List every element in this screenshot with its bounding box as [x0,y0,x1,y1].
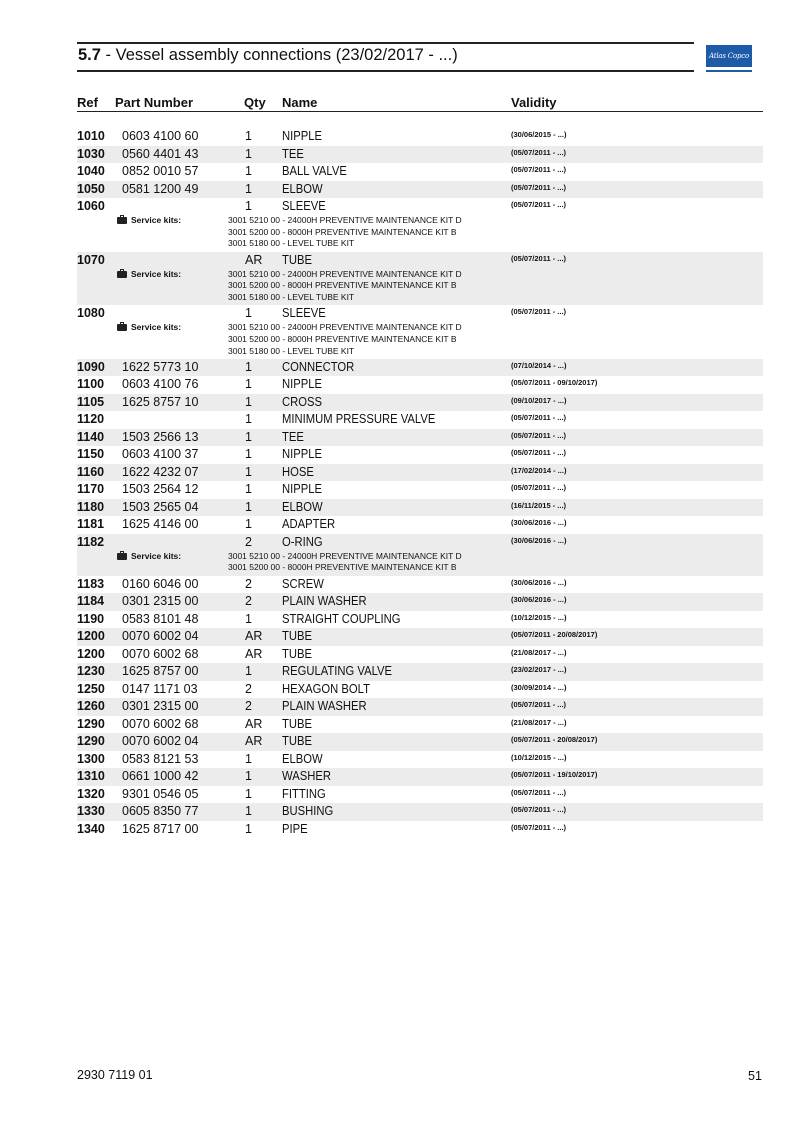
part-number-cell: 0560 4401 43 [122,146,199,161]
table-row [77,411,763,429]
name-cell: PLAIN WASHER [282,594,367,609]
ref-cell: 1250 [77,681,105,696]
ref-cell: 1300 [77,751,105,766]
part-number-cell: 0070 6002 68 [122,646,199,661]
validity-cell: (16/11/2015 - ...) [511,500,567,510]
qty-cell: 1 [245,129,252,143]
part-number-cell: 0605 8350 77 [122,804,199,819]
column-header-validity: Validity [511,95,557,110]
briefcase-icon [117,217,127,224]
name-cell: TUBE [282,252,313,267]
table-row [77,163,763,181]
column-header-ref: Ref [77,95,98,110]
name-cell: REGULATING VALVE [282,664,393,679]
part-number-cell: 0147 1171 03 [122,681,198,696]
part-number-cell: 1503 2564 12 [122,482,199,497]
table-row [77,786,763,804]
part-number-cell: 0160 6046 00 [122,576,199,591]
validity-cell: (05/07/2011 - 20/08/2017) [511,630,598,640]
part-number-cell: 0852 0010 57 [122,164,199,178]
table-row [77,646,763,664]
column-header-qty: Qty [244,95,266,110]
name-cell: NIPPLE [282,447,323,462]
table-row [77,128,763,146]
ref-cell: 1340 [77,821,105,836]
page-title [78,46,458,65]
qty-cell: 1 [245,306,252,321]
service-kit-item: 3001 5200 00 - 8000H PREVENTIVE MAINTENANCE KIT B [228,280,457,291]
validity-cell: (05/07/2011 - ...) [511,182,567,192]
ref-cell: 1080 [77,306,105,321]
ref-cell: 1160 [77,464,105,479]
service-kit-item: 3001 5180 00 - LEVEL TUBE KIT [228,238,355,249]
ref-cell: 1100 [77,377,105,392]
ref-cell: 1170 [77,482,105,497]
name-cell: NIPPLE [282,129,323,143]
ref-cell: 1050 [77,181,105,196]
name-cell: SLEEVE [282,199,326,213]
ref-cell: 1181 [77,517,105,532]
qty-cell: 1 [245,377,252,392]
table-row [77,803,763,821]
name-cell: SCREW [282,576,324,591]
service-kit-item: 3001 5180 00 - LEVEL TUBE KIT [228,291,355,302]
page-number: 51 [748,1069,762,1083]
name-cell: TEE [282,429,304,444]
ref-cell: 1184 [77,594,105,609]
name-cell: TUBE [282,716,313,731]
briefcase-icon [117,324,127,331]
qty-cell: AR [245,734,263,749]
name-cell: O-RING [282,534,323,549]
part-number-cell: 0583 8101 48 [122,611,199,626]
service-kit-item: 3001 5210 00 - 24000H PREVENTIVE MAINTENANCE KIT D [228,215,462,225]
part-number-cell: 0070 6002 04 [122,734,199,749]
part-number-cell: 1503 2566 13 [122,429,199,444]
table-row [77,146,763,164]
name-cell: ADAPTER [282,517,336,532]
part-number-cell: 0603 4100 60 [122,129,199,143]
service-kits-label [117,215,181,225]
validity-cell: (05/07/2011 - ...) [511,413,567,423]
service-kits-text: Service kits: [131,550,182,561]
header-rule-top [77,42,694,44]
table-row [77,698,763,716]
name-cell: PIPE [282,821,308,836]
validity-cell: (30/06/2016 - ...) [511,535,567,545]
service-kits-label [117,269,181,279]
part-number-cell: 1622 5773 10 [122,359,199,374]
validity-cell: (05/07/2011 - ...) [511,787,567,797]
table-row [77,429,763,447]
section-number: 5.7 [78,46,101,64]
column-header-rule [77,111,763,112]
ref-cell: 1183 [77,576,105,591]
name-cell: TUBE [282,629,313,644]
table-row [77,446,763,464]
ref-cell: 1090 [77,359,105,374]
part-number-cell: 0603 4100 37 [122,447,199,462]
part-number-cell: 9301 0546 05 [122,786,199,801]
logo-text: Atlas Copco [709,52,749,60]
table-row [77,181,763,199]
ref-cell: 1230 [77,664,105,679]
table-row [77,576,763,594]
validity-cell: (05/07/2011 - ...) [511,483,567,493]
part-number-cell: 0070 6002 04 [122,629,199,644]
qty-cell: 1 [245,769,252,784]
ref-cell: 1060 [77,199,105,213]
table-row [77,252,763,306]
qty-cell: 2 [245,594,252,609]
name-cell: WASHER [282,769,331,784]
validity-cell: (30/06/2016 - ...) [511,595,567,605]
part-number-cell: 1625 4146 00 [122,517,199,532]
name-cell: TUBE [282,646,313,661]
qty-cell: 1 [245,146,252,161]
validity-cell: (30/06/2016 - ...) [511,518,567,528]
service-kit-item: 3001 5180 00 - LEVEL TUBE KIT [228,345,355,356]
table-row [77,376,763,394]
service-kit-item: 3001 5210 00 - 24000H PREVENTIVE MAINTENANCE KIT D [228,268,462,279]
part-number-cell: 1625 8757 10 [122,394,199,409]
validity-cell: (30/06/2016 - ...) [511,577,567,587]
part-number-cell: 1625 8757 00 [122,664,199,679]
header-rule-bottom [77,70,694,72]
table-row [77,733,763,751]
name-cell: CONNECTOR [282,359,355,374]
part-number-cell: 1503 2565 04 [122,499,199,514]
service-kits-text: Service kits: [131,268,182,279]
validity-cell: (05/07/2011 - ...) [511,200,567,209]
part-number-cell: 0301 2315 00 [122,594,199,609]
validity-cell: (30/06/2015 - ...) [511,130,567,139]
validity-cell: (07/10/2014 - ...) [511,360,567,370]
part-number-cell: 1625 8717 00 [122,821,199,836]
ref-cell: 1200 [77,629,105,644]
validity-cell: (05/07/2011 - 19/10/2017) [511,770,598,780]
service-kit-item: 3001 5200 00 - 8000H PREVENTIVE MAINTENANCE KIT B [228,333,457,344]
name-cell: NIPPLE [282,377,323,392]
qty-cell: AR [245,716,263,731]
table-row [77,593,763,611]
section-title: - Vessel assembly connections (23/02/2017 - ...) [100,46,458,64]
table-row [77,611,763,629]
name-cell: STRAIGHT COUPLING [282,611,401,626]
validity-cell: (05/07/2011 - 09/10/2017) [511,378,598,388]
qty-cell: AR [245,252,263,267]
validity-cell: (05/07/2011 - ...) [511,448,567,458]
qty-cell: 1 [245,821,252,836]
table-row [77,716,763,734]
ref-cell: 1190 [77,611,105,626]
ref-cell: 1030 [77,146,105,161]
qty-cell: 1 [245,664,252,679]
table-row [77,681,763,699]
qty-cell: 1 [245,394,252,409]
qty-cell: 1 [245,164,252,178]
ref-cell: 1200 [77,646,105,661]
part-number-cell: 0070 6002 68 [122,716,199,731]
table-row [77,628,763,646]
name-cell: HEXAGON BOLT [282,681,370,696]
logo-underline [706,70,752,72]
part-number-cell: 0301 2315 00 [122,699,199,714]
validity-cell: (05/07/2011 - ...) [511,253,567,263]
name-cell: BALL VALVE [282,164,347,178]
part-number-cell: 0583 8121 53 [122,751,199,766]
validity-cell: (05/07/2011 - ...) [511,165,567,174]
table-row [77,663,763,681]
name-cell: BUSHING [282,804,334,819]
validity-cell: (23/02/2017 - ...) [511,665,567,675]
qty-cell: 1 [245,804,252,819]
validity-cell: (09/10/2017 - ...) [511,395,567,405]
validity-cell: (05/07/2011 - ...) [511,805,567,815]
ref-cell: 1180 [77,499,105,514]
validity-cell: (21/08/2017 - ...) [511,647,567,657]
qty-cell: 1 [245,199,252,213]
name-cell: ELBOW [282,499,323,514]
name-cell: TUBE [282,734,313,749]
qty-cell: 1 [245,412,252,427]
name-cell: PLAIN WASHER [282,699,367,714]
part-number-cell: 0603 4100 76 [122,377,199,392]
ref-cell: 1040 [77,164,105,178]
validity-cell: (05/07/2011 - 20/08/2017) [511,735,598,745]
name-cell: CROSS [282,394,323,409]
column-header-part-number: Part Number [115,95,194,110]
name-cell: SLEEVE [282,306,326,321]
table-row [77,481,763,499]
validity-cell: (17/02/2014 - ...) [511,465,567,475]
qty-cell: 1 [245,464,252,479]
name-cell: ELBOW [282,751,323,766]
service-kit-item: 3001 5200 00 - 8000H PREVENTIVE MAINTENANCE KIT B [228,562,457,573]
ref-cell: 1140 [77,429,105,444]
table-row [77,359,763,377]
briefcase-icon [117,553,127,560]
ref-cell: 1150 [77,447,105,462]
validity-cell: (05/07/2011 - ...) [511,147,567,157]
ref-cell: 1182 [77,534,105,549]
name-cell: FITTING [282,786,326,801]
part-number-cell: 1622 4232 07 [122,464,199,479]
qty-cell: 1 [245,499,252,514]
table-row [77,198,763,252]
table-row [77,768,763,786]
validity-cell: (10/12/2015 - ...) [511,612,567,622]
atlas-copco-logo [706,45,752,67]
service-kit-item: 3001 5210 00 - 24000H PREVENTIVE MAINTENANCE KIT D [228,322,462,333]
ref-cell: 1260 [77,699,105,714]
validity-cell: (21/08/2017 - ...) [511,717,567,727]
validity-cell: (30/09/2014 - ...) [511,682,567,692]
ref-cell: 1290 [77,734,105,749]
qty-cell: 2 [245,681,252,696]
part-number-cell: 0661 1000 42 [122,769,199,784]
name-cell: HOSE [282,464,314,479]
qty-cell: AR [245,646,263,661]
column-header-name: Name [282,95,318,110]
ref-cell: 1320 [77,786,105,801]
validity-cell: (05/07/2011 - ...) [511,307,567,317]
table-row [77,516,763,534]
parts-table [77,128,763,838]
briefcase-icon [117,271,127,278]
ref-cell: 1105 [77,394,105,409]
ref-cell: 1310 [77,769,105,784]
name-cell: TEE [282,146,304,161]
ref-cell: 1120 [77,412,105,427]
name-cell: NIPPLE [282,482,323,497]
service-kit-item: 3001 5210 00 - 24000H PREVENTIVE MAINTENANCE KIT D [228,550,462,561]
qty-cell: 1 [245,517,252,532]
table-row [77,464,763,482]
name-cell: ELBOW [282,181,323,196]
qty-cell: 2 [245,699,252,714]
qty-cell: 1 [245,482,252,497]
qty-cell: 1 [245,359,252,374]
table-row [77,305,763,359]
qty-cell: AR [245,629,263,644]
ref-cell: 1330 [77,804,105,819]
validity-cell: (05/07/2011 - ...) [511,700,567,710]
validity-cell: (10/12/2015 - ...) [511,752,567,762]
qty-cell: 1 [245,447,252,462]
qty-cell: 1 [245,611,252,626]
table-row [77,534,763,576]
table-row [77,499,763,517]
qty-cell: 1 [245,429,252,444]
table-row [77,394,763,412]
ref-cell: 1010 [77,129,105,143]
qty-cell: 2 [245,534,252,549]
ref-cell: 1070 [77,252,105,267]
qty-cell: 1 [245,181,252,196]
part-number-cell: 0581 1200 49 [122,181,199,196]
service-kits-text: Service kits: [131,322,182,333]
qty-cell: 2 [245,576,252,591]
table-row [77,821,763,839]
document-number: 2930 7119 01 [77,1068,153,1082]
name-cell: MINIMUM PRESSURE VALVE [282,412,436,427]
service-kits-label [117,551,181,561]
validity-cell: (05/07/2011 - ...) [511,430,567,440]
qty-cell: 1 [245,786,252,801]
service-kits-label [117,322,181,332]
table-row [77,751,763,769]
service-kit-item: 3001 5200 00 - 8000H PREVENTIVE MAINTENANCE KIT B [228,226,457,237]
validity-cell: (05/07/2011 - ...) [511,822,567,832]
service-kits-text: Service kits: [131,215,182,225]
ref-cell: 1290 [77,716,105,731]
qty-cell: 1 [245,751,252,766]
